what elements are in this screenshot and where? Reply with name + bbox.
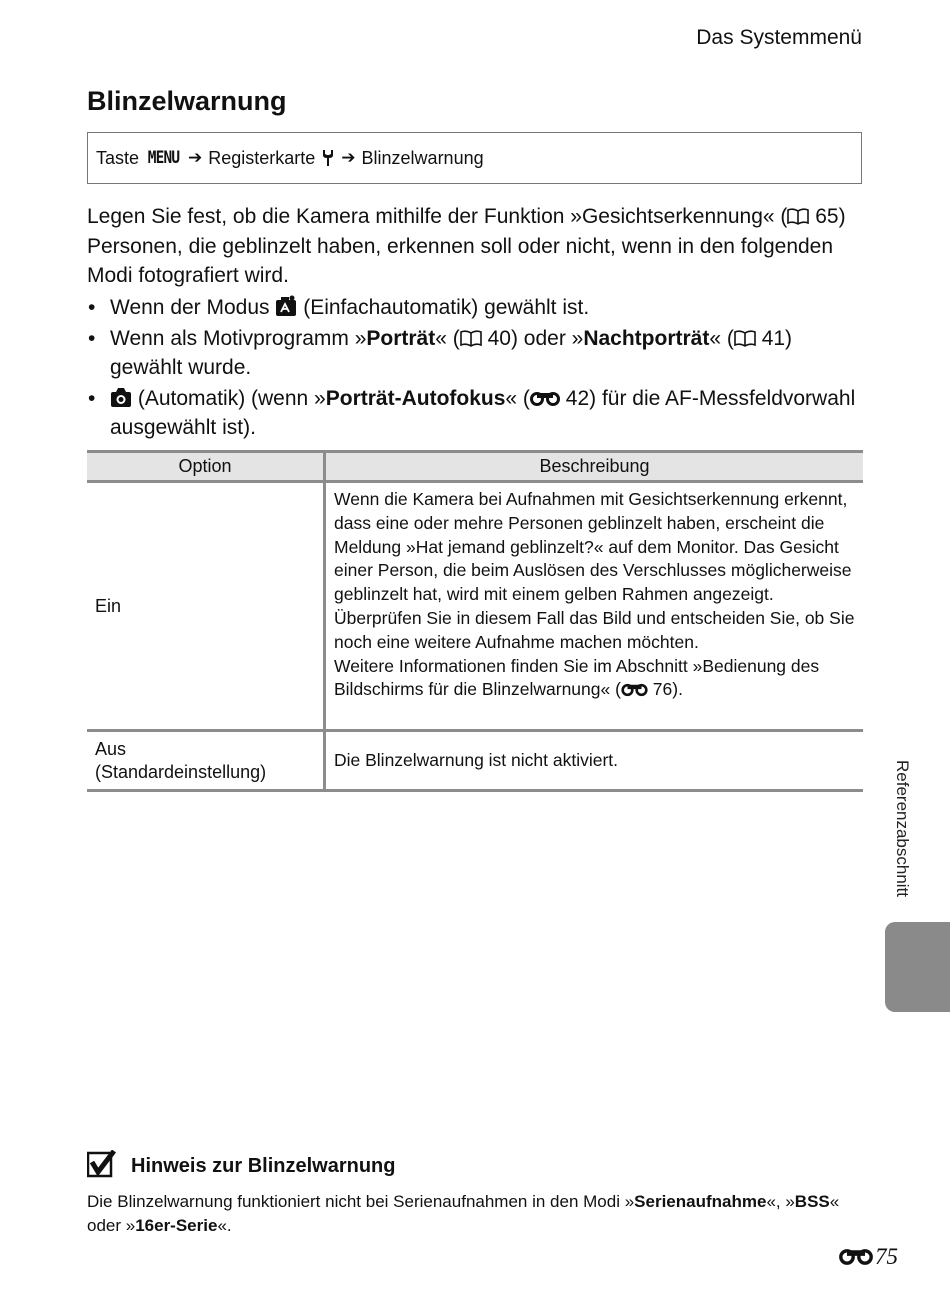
bullet-text: « ( xyxy=(505,386,530,410)
options-table xyxy=(87,450,863,792)
option-text: Aus xyxy=(95,738,127,759)
bullet-bold: Porträt xyxy=(366,326,436,350)
description-text: Wenn die Kamera bei Aufnahmen mit Gesichtserkennung erkennt, dass eine oder mehre Personen geblinzelt haben, erscheint die Meldung »Hat jemand geblinzelt?« auf dem Monitor. Das Gesicht einer Person, die beim Auslösen des Verschlusses möglicherweise geblinzelt hat, wird mit einem gelben Rahmen angezeigt. Überprüfen Sie in diesem Fall das Bild und entscheiden Sie, ob Sie noch eine weitere Aufnahme machen möchten. xyxy=(334,489,855,652)
description-text: Weitere Informationen finden Sie im Abschnitt »Bedienung des Bildschirms für die Blinzelwarnung« ( xyxy=(334,655,820,700)
bullet-text: « ( xyxy=(709,326,734,350)
description-ref: 76). xyxy=(652,679,683,700)
list-item xyxy=(87,324,867,383)
list-item xyxy=(87,384,867,443)
menu-path-registerkarte: Registerkarte xyxy=(208,147,316,168)
table-row xyxy=(87,483,863,732)
side-tab-label: Referenzabschnitt xyxy=(893,760,912,898)
note-bold: 16er-Serie xyxy=(135,1216,218,1235)
reference-section-icon xyxy=(530,391,560,407)
bullet-text: Wenn der Modus xyxy=(110,296,276,319)
menu-path-target: Blinzelwarnung xyxy=(361,147,484,168)
table-header xyxy=(87,450,863,483)
bullet-text: (Automatik) (wenn » xyxy=(132,386,326,410)
intro-paragraph xyxy=(87,202,867,291)
book-icon xyxy=(734,330,756,347)
header-description: Beschreibung xyxy=(323,453,863,480)
book-icon xyxy=(460,330,482,347)
note-bold: BSS xyxy=(794,1192,830,1211)
page-title: Blinzelwarnung xyxy=(87,86,287,116)
option-cell: Ein xyxy=(95,595,122,616)
description-text: Die Blinzelwarnung ist nicht aktiviert. xyxy=(334,749,619,770)
page-number xyxy=(839,1244,898,1270)
intro-text-2: Personen, die geblinzelt haben, erkennen soll oder nicht, wenn in den folgenden Modi fotografiert wird. xyxy=(87,234,834,287)
note-text-part: Die Blinzelwarnung funktioniert nicht bei Serienaufnahmen in den Modi » xyxy=(87,1192,635,1211)
note-title: Hinweis zur Blinzelwarnung xyxy=(131,1155,396,1177)
camera-auto-mode-icon xyxy=(110,386,132,408)
page-number-value: 75 xyxy=(875,1244,898,1269)
bullet-text: (Einfachautomatik) gewählt ist. xyxy=(297,296,590,319)
section-header: Das Systemmenü xyxy=(696,26,862,49)
reference-section-icon xyxy=(621,683,648,697)
arrow-icon: ➔ xyxy=(187,148,203,167)
description-cell xyxy=(323,732,863,789)
book-icon xyxy=(787,208,809,225)
table-row xyxy=(87,732,863,792)
mode-list xyxy=(87,293,867,444)
list-item xyxy=(87,293,867,323)
bullet-text: « ( xyxy=(435,326,460,350)
bullet-bold: Nachtporträt xyxy=(583,326,710,350)
side-tab[interactable] xyxy=(885,922,950,1012)
bullet-bold: Porträt-Autofokus xyxy=(325,386,506,410)
bullet-text: 42) für die AF-Messfeldvorwahl ausgewählt ist). xyxy=(110,386,856,439)
intro-text-1: Legen Sie fest, ob die Kamera mithilfe der Funktion »Gesichtserkennung« ( xyxy=(87,205,788,228)
option-cell xyxy=(87,732,323,789)
note-text-part: «, » xyxy=(766,1192,795,1211)
description-cell xyxy=(323,483,863,729)
arrow-icon: ➔ xyxy=(341,148,356,167)
bullet-text: Wenn als Motivprogramm » xyxy=(110,326,367,350)
note-text xyxy=(87,1190,877,1238)
menu-key-label: MENU xyxy=(147,148,180,168)
menu-path-taste: Taste xyxy=(96,147,140,168)
checkmark-note-icon xyxy=(87,1150,117,1178)
header-option: Option xyxy=(178,456,232,476)
intro-page-ref[interactable]: 65) xyxy=(815,205,846,228)
note-text-part: «. xyxy=(217,1216,232,1235)
easy-auto-mode-icon xyxy=(275,295,297,317)
bullet-text: 40) oder » xyxy=(487,326,584,350)
note-text-part: « oder » xyxy=(87,1192,840,1235)
bullet-text: 41) gewählt wurde. xyxy=(110,326,793,379)
note-bold: Serienaufnahme xyxy=(634,1192,767,1211)
menu-path-box xyxy=(87,132,862,184)
wrench-icon xyxy=(321,149,335,167)
reference-section-icon xyxy=(839,1248,873,1266)
option-text: (Standardeinstellung) xyxy=(95,761,267,782)
